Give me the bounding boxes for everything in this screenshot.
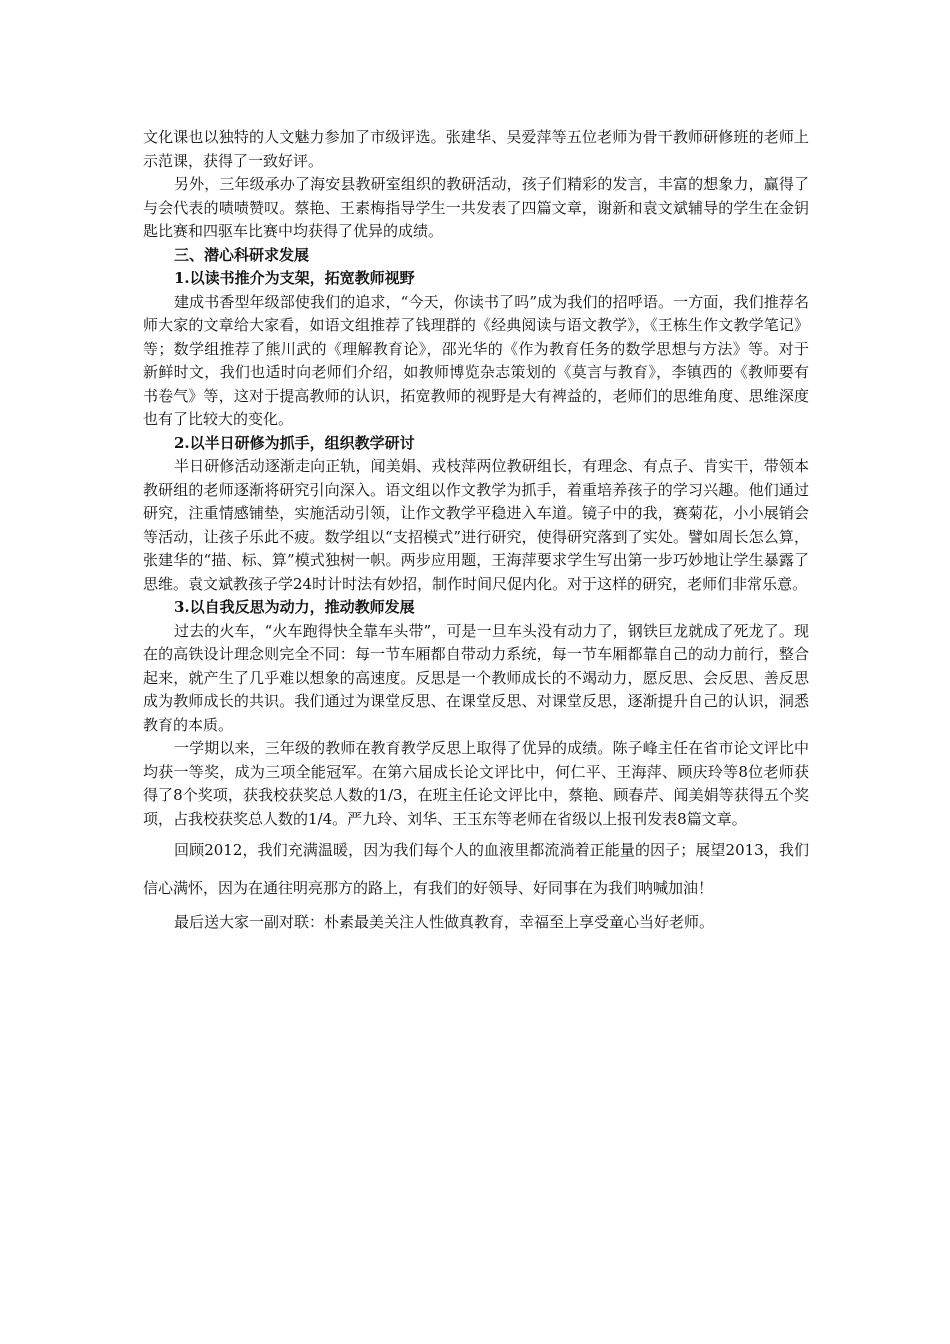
subheading-reflection: 3.以自我反思为动力，推动教师发展 <box>174 598 415 616</box>
section-heading: 三、潜心科研求发展 <box>174 245 310 264</box>
subheading-half-day-study: 2.以半日研修为抓手，组织教学研讨 <box>174 433 415 452</box>
document-body <box>143 126 809 935</box>
paragraph-achievements: 一学期以来，三年级的教师在教育教学反思上取得了优异的成绩。陈子峰主任在省市论文评比中均获一等奖，成为三项全能冠军。在第六届成长论文评比中，何仁平、王海萍、顾庆玲等8位老师获得了8个奖项，获我校获奖总人数的1/3，在班主任论文评比中，蔡艳、顾春芹、闻美娟等获得五个奖项，占我校获奖总人数的1/4。严九玲、刘华、王玉东等老师在省级以上报刊发表8篇文章。 <box>143 739 809 828</box>
paragraph-review-outlook: 回顾2012，我们充满温暖，因为我们每个人的血液里都流淌着正能量的因子；展望2013，我们信心满怀，因为在通往明亮那方的路上，有我们的好领导、好同事在为我们呐喊加油！ <box>143 841 809 897</box>
paragraph-grade-three-activity: 另外，三年级承办了海安县教研室组织的教研活动，孩子们精彩的发言，丰富的想象力，赢得了与会代表的啧啧赞叹。蔡艳、王素梅指导学生一共发表了四篇文章，谢新和袁文斌辅导的学生在金钥匙比赛和四驱车比赛中均获得了优异的成绩。 <box>143 175 809 240</box>
subheading-reading: 1.以读书推介为支架，拓宽教师视野 <box>174 269 415 287</box>
paragraph-couplet: 最后送大家一副对联：朴素最美关注人性做真教育，幸福至上享受童心当好老师。 <box>174 913 715 931</box>
paragraph-half-day-study: 半日研修活动逐渐走向正轨，闻美娟、戎枝萍两位教研组长，有理念、有点子、肯实干，带领本教研组的老师逐渐将研究引向深入。语文组以作文教学为抓手，着重培养孩子的学习兴趣。他们通过研究，注重情感铺垫，实施活动引领，让作文教学平稳进入车道。镜子中的我，赛菊花，小小展销会等活动，让孩子乐此不疲。数学组以“支招模式”进行研究，使得研究落到了实处。譬如周长怎么算，张建华的“描、标、算”模式独树一帜。两步应用题，王海萍要求学生写出第一步巧妙地让学生暴露了思维。袁文斌教孩子学24时计时法有妙招，制作时间尺促内化。对于这样的研究，老师们非常乐意。 <box>143 457 809 593</box>
paragraph-reading: 建成书香型年级部使我们的追求，“今天，你读书了吗”成为我们的招呼语。一方面，我们推荐名师大家的文章给大家看，如语文组推荐了钱理群的《经典阅读与语文教学》，《王栋生作文教学笔记》等；数学组推荐了熊川武的《理解教育论》，邵光华的《作为教育任务的数学思想与方法》等。对于新鲜时文，我们也适时向老师们介绍，如教师博览杂志策划的《莫言与教育》，李镇西的《教师要有书卷气》等，这对于提高教师的认识，拓宽教师的视野是大有裨益的，老师们的思维角度、思维深度也有了比较大的变化。 <box>143 292 809 428</box>
paragraph-continuation: 文化课也以独特的人文魅力参加了市级评选。张建华、吴爱萍等五位老师为骨干教师研修班的老师上示范课，获得了一致好评。 <box>143 128 809 170</box>
paragraph-reflection: 过去的火车，“火车跑得快全靠车头带”，可是一旦车头没有动力了，钢铁巨龙就成了死龙了。现在的高铁设计理念则完全不同：每一节车厢都自带动力系统，每一节车厢都靠自己的动力前行，整合起来，就产生了几乎难以想象的高速度。反思是一个教师成长的不竭动力，愿反思、会反思、善反思成为教师成长的共识。我们通过为课堂反思、在课堂反思、对课堂反思，逐渐提升自己的认识，洞悉教育的本质。 <box>143 621 809 734</box>
